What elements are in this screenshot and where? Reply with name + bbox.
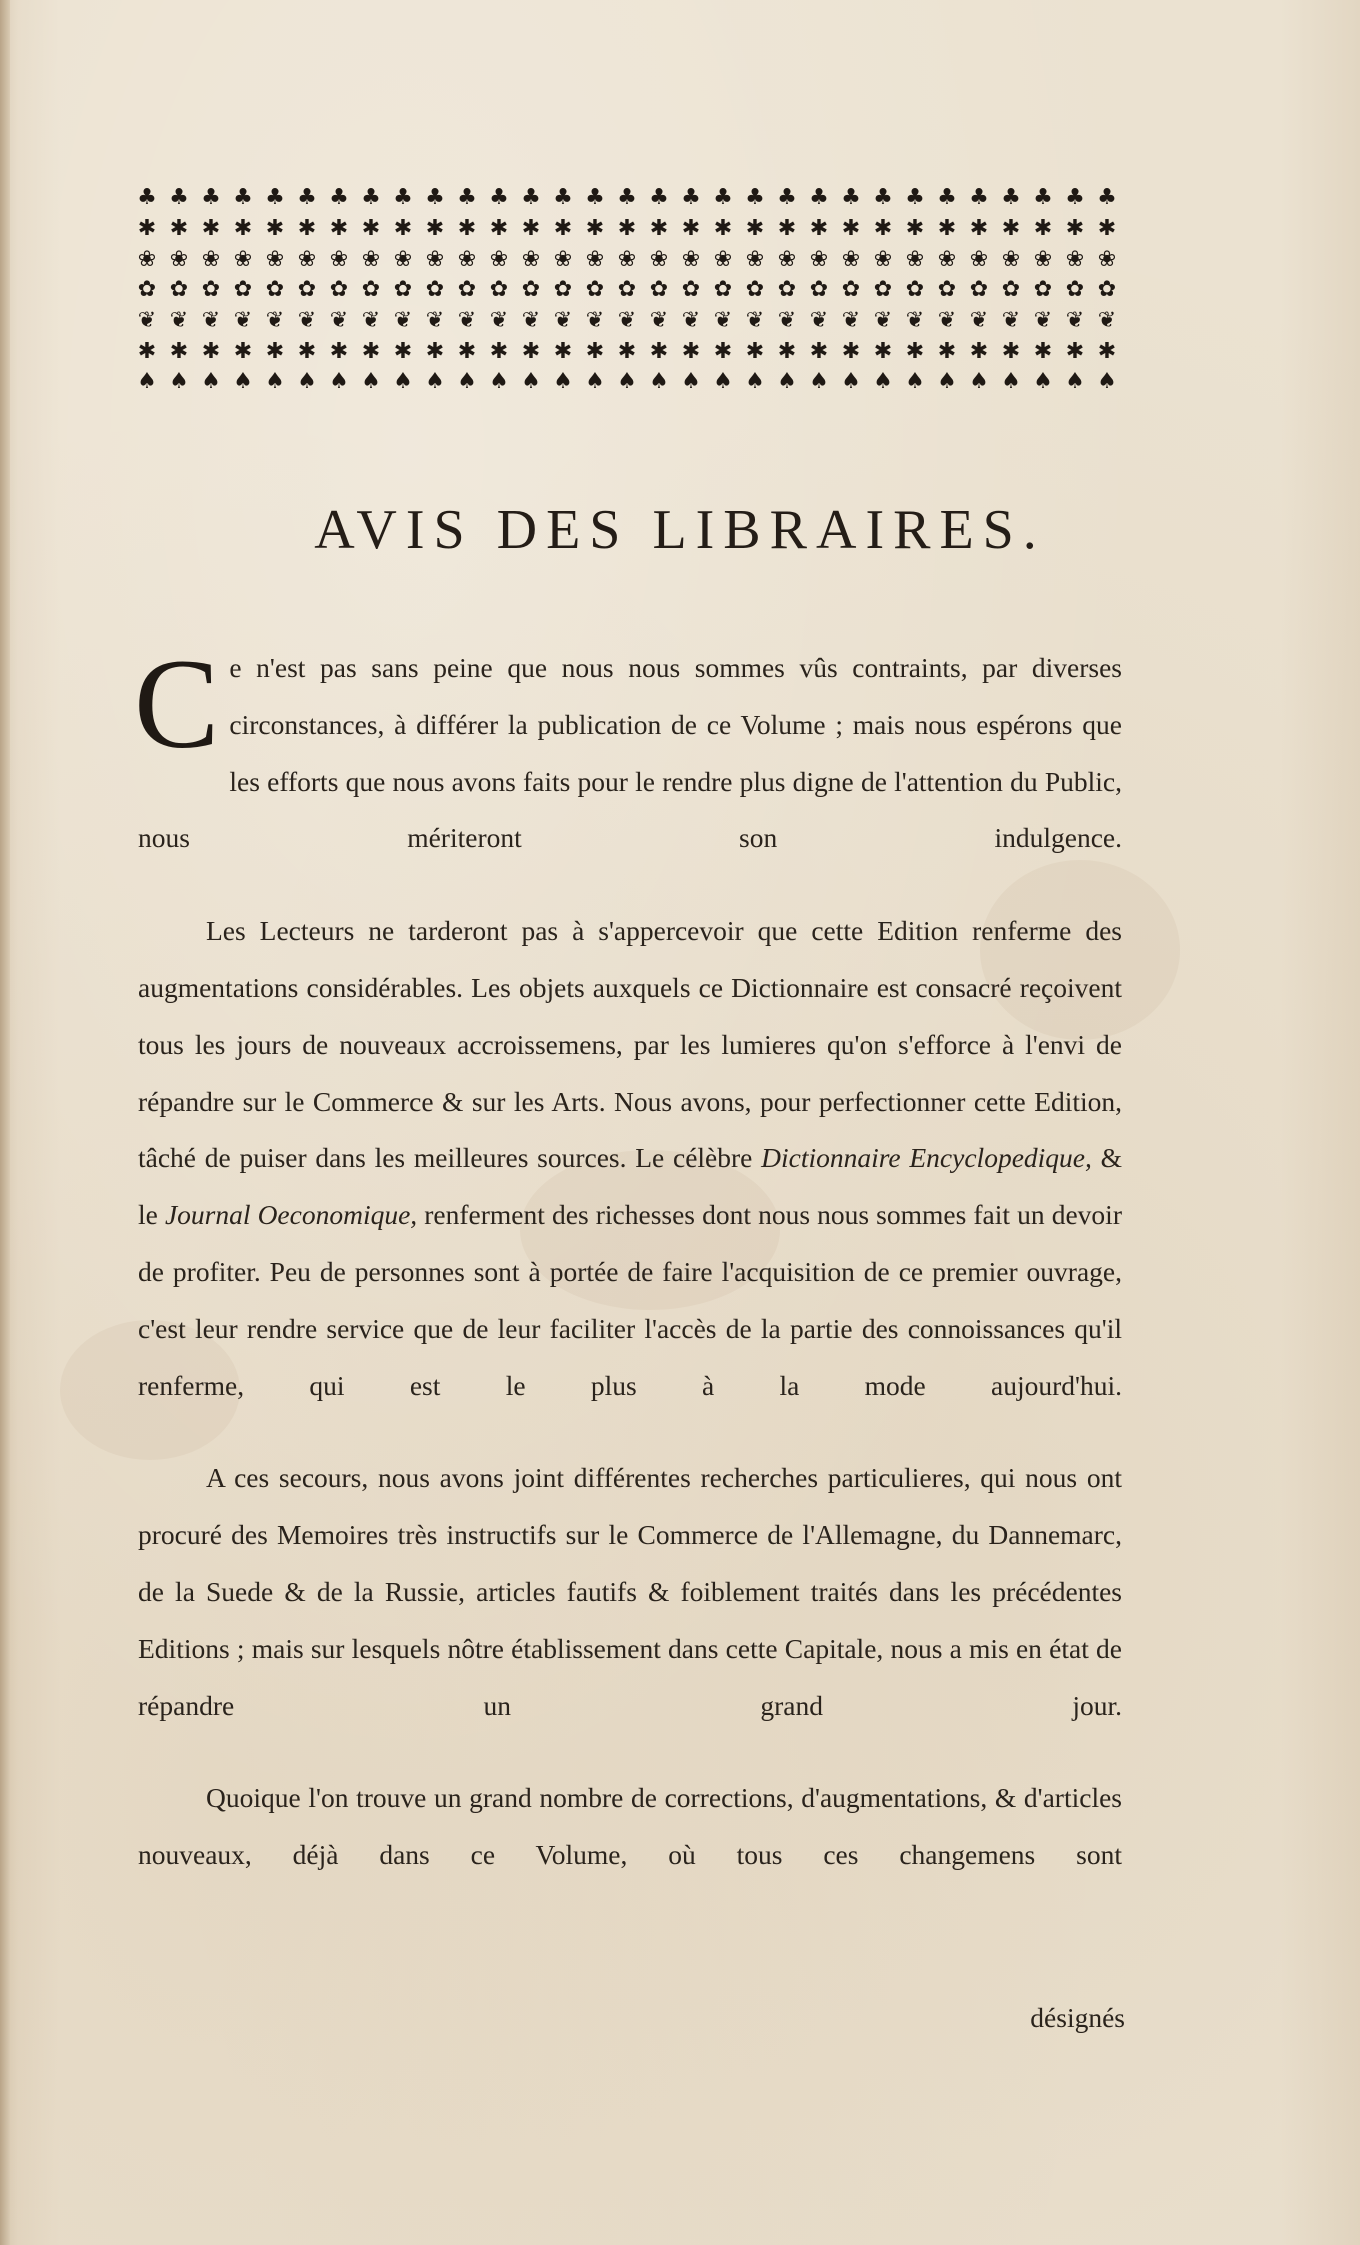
ornament-glyph: ✱ [457,338,477,364]
ornament-glyph: ♣ [649,185,669,211]
ornament-row [134,244,1120,275]
ornament-glyph: ♠ [585,369,605,395]
ornament-glyph: ✿ [745,277,765,303]
ornament-glyph: ✱ [905,216,925,242]
ornament-glyph: ♠ [713,369,733,395]
ornament-glyph: ❀ [1097,246,1117,272]
ornament-glyph: ♠ [1065,369,1085,395]
ornament-glyph: ♣ [1001,185,1021,211]
ornament-glyph: ❦ [1001,308,1021,334]
ornament-glyph: ✿ [617,277,637,303]
ornament-glyph: ✱ [201,216,221,242]
ornament-glyph: ❦ [137,308,157,334]
ornament-glyph: ♠ [937,369,957,395]
ornament-glyph: ♠ [809,369,829,395]
paragraph-3 [138,1450,1122,1734]
ornament-glyph: ♠ [681,369,701,395]
ornament-glyph: ✿ [649,277,669,303]
ornament-glyph: ✿ [777,277,797,303]
ornament-glyph: ♠ [297,369,317,395]
ornament-glyph: ❦ [681,308,701,334]
ornament-glyph: ❀ [585,246,605,272]
page-spine-edge [0,0,10,2245]
ornament-glyph: ❀ [265,246,285,272]
ornament-glyph: ❀ [393,246,413,272]
ornament-glyph: ❀ [233,246,253,272]
paragraph-2-text-a: Les Lecteurs ne tarderont pas à s'appercevoir que cette Edition renferme des augmentations considérables. Les objets auxquels ce Dictionnaire est consacré reçoivent tous les jours de nouveaux accroissemens, par les lumieres qu'on s'efforce à l'envi de répandre sur le Commerce & sur les Arts. Nous avons, pour perfectionner cette Edition, tâché de puiser dans les meilleures sources. Le célèbre [138,915,1122,1174]
catchword: désignés [1030,2002,1125,2033]
ornament-glyph: ✿ [297,277,317,303]
ornament-glyph: ✱ [553,338,573,364]
ornament-glyph: ✿ [713,277,733,303]
ornament-row [134,183,1120,214]
ornament-glyph: ✿ [809,277,829,303]
ornament-glyph: ❀ [649,246,669,272]
ornament-glyph: ✱ [969,338,989,364]
ornament-glyph: ✿ [201,277,221,303]
ornament-glyph: ♣ [873,185,893,211]
ornament-glyph: ✿ [937,277,957,303]
ornament-glyph: ❀ [297,246,317,272]
ornament-glyph: ♣ [617,185,637,211]
ornament-glyph: ✱ [521,338,541,364]
page-title: AVIS DES LIBRAIRES. [314,499,1046,561]
ornament-glyph: ♣ [905,185,925,211]
ornament-glyph: ❀ [873,246,893,272]
ornament-glyph: ♠ [265,369,285,395]
ornament-glyph: ♣ [393,185,413,211]
ornament-glyph: ♣ [169,185,189,211]
ornament-glyph: ✿ [169,277,189,303]
ornament-glyph: ✱ [425,216,445,242]
ornament-glyph: ✱ [809,216,829,242]
ornament-glyph: ❦ [745,308,765,334]
paragraph-1-text: e n'est pas sans peine que nous nous sommes vûs contraints, par diverses circonstances, à différer la publication de ce Volume ; mais nous espérons que les efforts que nous avons faits pour le rendre plus digne de l'attention du Public, nous mériteront son indulgence. [138,652,1122,854]
ornament-glyph: ♠ [425,369,445,395]
ornament-glyph: ✱ [233,216,253,242]
italic-title-journal: Journal Oeconomique, [164,1199,418,1231]
ornament-glyph: ♣ [937,185,957,211]
ornament-glyph: ✱ [361,216,381,242]
ornament-glyph: ❦ [713,308,733,334]
ornament-glyph: ❦ [297,308,317,334]
ornament-glyph: ♣ [137,185,157,211]
decorative-ornament-band [134,183,1120,398]
ornament-glyph: ✱ [169,338,189,364]
ornament-glyph: ❦ [937,308,957,334]
ornament-glyph: ✱ [329,338,349,364]
ornament-glyph: ♠ [489,369,509,395]
ornament-glyph: ✱ [841,338,861,364]
ornament-glyph: ✱ [553,216,573,242]
ornament-glyph: ✿ [1033,277,1053,303]
ornament-glyph: ✱ [1001,338,1021,364]
ornament-row [134,367,1120,398]
ornament-glyph: ♣ [713,185,733,211]
ornament-glyph: ♠ [233,369,253,395]
italic-title-dictionnaire: Dictionnaire Encyclopedique, [761,1142,1092,1174]
ornament-glyph: ❀ [681,246,701,272]
ornament-glyph: ❦ [521,308,541,334]
ornament-glyph: ✱ [777,338,797,364]
ornament-glyph: ♠ [201,369,221,395]
ornament-row [134,275,1120,306]
ornament-glyph: ❀ [201,246,221,272]
ornament-glyph: ♠ [1033,369,1053,395]
ornament-glyph: ❦ [233,308,253,334]
ornament-glyph: ♠ [521,369,541,395]
ornament-glyph: ❀ [521,246,541,272]
ornament-glyph: ♣ [265,185,285,211]
ornament-glyph: ✱ [169,216,189,242]
ornament-glyph: ♣ [233,185,253,211]
ornament-glyph: ✱ [585,216,605,242]
ornament-glyph: ❦ [841,308,861,334]
ornament-glyph: ✱ [1097,338,1117,364]
ornament-glyph: ✱ [361,338,381,364]
ornament-glyph: ♣ [1065,185,1085,211]
ornament-glyph: ✱ [681,216,701,242]
ornament-glyph: ♣ [745,185,765,211]
ornament-glyph: ✿ [905,277,925,303]
paragraph-2 [138,903,1122,1414]
ornament-glyph: ♣ [489,185,509,211]
ornament-glyph: ❀ [553,246,573,272]
paragraph-4-text: Quoique l'on trouve un grand nombre de corrections, d'augmentations, & d'articles nouveaux, déjà dans ce Volume, où tous ces changemens sont [138,1782,1122,1871]
ornament-glyph: ✱ [841,216,861,242]
ornament-glyph: ✱ [1065,216,1085,242]
ornament-glyph: ❦ [329,308,349,334]
ornament-glyph: ♣ [553,185,573,211]
paragraph-2-text-c: renferment des richesses dont nous nous sommes fait un devoir de profiter. Peu de personnes sont à portée de faire l'acquisition de ce premier ouvrage, c'est leur rendre service que de leur faciliter l'accès de la partie des connoissances qu'il renferme, qui est le plus à la mode aujourd'hui. [138,1199,1122,1401]
ornament-glyph: ❦ [201,308,221,334]
ornament-glyph: ✿ [457,277,477,303]
ornament-glyph: ✱ [617,216,637,242]
paragraph-1 [134,633,1122,867]
ornament-glyph: ✱ [649,338,669,364]
ornament-glyph: ♣ [329,185,349,211]
ornament-glyph: ✿ [1001,277,1021,303]
ornament-glyph: ♣ [585,185,605,211]
ornament-glyph: ❦ [265,308,285,334]
ornament-glyph: ♣ [809,185,829,211]
ornament-glyph: ✱ [265,216,285,242]
ornament-glyph: ✱ [745,216,765,242]
ornament-glyph: ✱ [489,338,509,364]
ornament-glyph: ✱ [233,338,253,364]
ornament-glyph: ♠ [969,369,989,395]
ornament-glyph: ❦ [873,308,893,334]
ornament-glyph: ✱ [393,338,413,364]
ornament-glyph: ✱ [873,216,893,242]
ornament-glyph: ❦ [553,308,573,334]
ornament-glyph: ♠ [841,369,861,395]
body-text [134,633,1123,1920]
ornament-glyph: ✿ [873,277,893,303]
ornament-glyph: ♣ [1033,185,1053,211]
ornament-glyph: ♣ [457,185,477,211]
ornament-glyph: ❦ [905,308,925,334]
ornament-glyph: ✱ [297,216,317,242]
paragraph-2-text-b: & le [138,1142,1123,1231]
ornament-glyph: ♠ [553,369,573,395]
ornament-glyph: ❀ [617,246,637,272]
ornament-glyph: ❀ [745,246,765,272]
ornament-glyph: ♠ [137,369,157,395]
ornament-glyph: ✿ [1097,277,1117,303]
ornament-glyph: ✱ [137,338,157,364]
ornament-glyph: ♠ [873,369,893,395]
ornament-glyph: ✱ [777,216,797,242]
ornament-glyph: ♠ [1001,369,1021,395]
ornament-glyph: ♠ [617,369,637,395]
ornament-glyph: ✿ [329,277,349,303]
ornament-glyph: ✱ [1033,216,1053,242]
drop-cap: C [134,633,220,775]
ornament-glyph: ✱ [265,338,285,364]
ornament-row [134,306,1120,337]
paragraph-4 [138,1770,1122,1884]
ornament-glyph: ✱ [937,338,957,364]
ornament-glyph: ✱ [137,216,157,242]
ornament-glyph: ♠ [329,369,349,395]
ornament-glyph: ✿ [585,277,605,303]
ornament-glyph: ❀ [777,246,797,272]
ornament-glyph: ✿ [425,277,445,303]
ornament-glyph: ✱ [873,338,893,364]
ornament-glyph: ❀ [1033,246,1053,272]
ornament-glyph: ❀ [169,246,189,272]
ornament-glyph: ✱ [393,216,413,242]
ornament-glyph: ❀ [329,246,349,272]
ornament-glyph: ♠ [745,369,765,395]
ornament-glyph: ❦ [617,308,637,334]
ornament-glyph: ❦ [393,308,413,334]
ornament-glyph: ✱ [905,338,925,364]
ornament-glyph: ✱ [969,216,989,242]
ornament-glyph: ✱ [713,338,733,364]
ornament-glyph: ❀ [809,246,829,272]
ornament-glyph: ❦ [809,308,829,334]
ornament-glyph: ♣ [521,185,541,211]
ornament-glyph: ♠ [457,369,477,395]
ornament-glyph: ✱ [1097,216,1117,242]
ornament-glyph: ✿ [841,277,861,303]
ornament-glyph: ❦ [1033,308,1053,334]
ornament-glyph: ✱ [521,216,541,242]
ornament-glyph: ❀ [969,246,989,272]
ornament-glyph: ✱ [329,216,349,242]
ornament-glyph: ❦ [169,308,189,334]
ornament-glyph: ✱ [457,216,477,242]
ornament-glyph: ✱ [425,338,445,364]
ornament-glyph: ❀ [137,246,157,272]
ornament-glyph: ♣ [425,185,445,211]
ornament-glyph: ✱ [809,338,829,364]
ornament-glyph: ♠ [777,369,797,395]
ornament-glyph: ✿ [265,277,285,303]
ornament-glyph: ♣ [297,185,317,211]
ornament-glyph: ❀ [1065,246,1085,272]
ornament-glyph: ❀ [1001,246,1021,272]
ornament-glyph: ✱ [1033,338,1053,364]
ornament-glyph: ❦ [425,308,445,334]
paragraph-3-text: A ces secours, nous avons joint différentes recherches particulieres, qui nous ont procuré des Memoires très instructifs sur le Commerce de l'Allemagne, du Dannemarc, de la Suede & de la Russie, articles fautifs & foiblement traités dans les précédentes Editions ; mais sur lesquels nôtre établissement dans cette Capitale, nous a mis en état de répandre un grand jour. [138,1462,1122,1721]
ornament-glyph: ✱ [617,338,637,364]
ornament-glyph: ♣ [841,185,861,211]
ornament-glyph: ✱ [1065,338,1085,364]
ornament-glyph: ❦ [457,308,477,334]
ornament-glyph: ❀ [425,246,445,272]
ornament-glyph: ✿ [361,277,381,303]
ornament-glyph: ❦ [1065,308,1085,334]
ornament-glyph: ♠ [905,369,925,395]
ornament-glyph: ❀ [841,246,861,272]
ornament-glyph: ❀ [713,246,733,272]
ornament-glyph: ♠ [361,369,381,395]
ornament-glyph: ✿ [1065,277,1085,303]
ornament-glyph: ✿ [489,277,509,303]
ornament-glyph: ❀ [905,246,925,272]
ornament-glyph: ✱ [1001,216,1021,242]
ornament-glyph: ❦ [361,308,381,334]
ornament-glyph: ♠ [1097,369,1117,395]
ornament-glyph: ♠ [169,369,189,395]
ornament-glyph: ✿ [521,277,541,303]
ornament-glyph: ✱ [489,216,509,242]
ornament-glyph: ✱ [937,216,957,242]
ornament-glyph: ❦ [489,308,509,334]
ornament-glyph: ❀ [489,246,509,272]
ornament-glyph: ❀ [457,246,477,272]
ornament-glyph: ❦ [649,308,669,334]
ornament-glyph: ✿ [393,277,413,303]
ornament-glyph: ♠ [649,369,669,395]
ornament-glyph: ♣ [1097,185,1117,211]
ornament-glyph: ✱ [745,338,765,364]
ornament-glyph: ✱ [201,338,221,364]
ornament-glyph: ❦ [585,308,605,334]
ornament-glyph: ✱ [297,338,317,364]
ornament-glyph: ♣ [201,185,221,211]
ornament-row [134,214,1120,245]
ornament-glyph: ✿ [969,277,989,303]
ornament-glyph: ❦ [1097,308,1117,334]
ornament-glyph: ✱ [681,338,701,364]
ornament-glyph: ♣ [969,185,989,211]
ornament-glyph: ✿ [137,277,157,303]
ornament-glyph: ♣ [681,185,701,211]
ornament-glyph: ✱ [649,216,669,242]
ornament-glyph: ✿ [553,277,573,303]
ornament-glyph: ❦ [777,308,797,334]
ornament-glyph: ♣ [361,185,381,211]
ornament-glyph: ❀ [937,246,957,272]
ornament-glyph: ✿ [681,277,701,303]
ornament-glyph: ✱ [585,338,605,364]
ornament-glyph: ✱ [713,216,733,242]
ornament-glyph: ✿ [233,277,253,303]
ornament-glyph: ♠ [393,369,413,395]
ornament-glyph: ♣ [777,185,797,211]
ornament-glyph: ❀ [361,246,381,272]
ornament-glyph: ❦ [969,308,989,334]
ornament-row [134,336,1120,367]
